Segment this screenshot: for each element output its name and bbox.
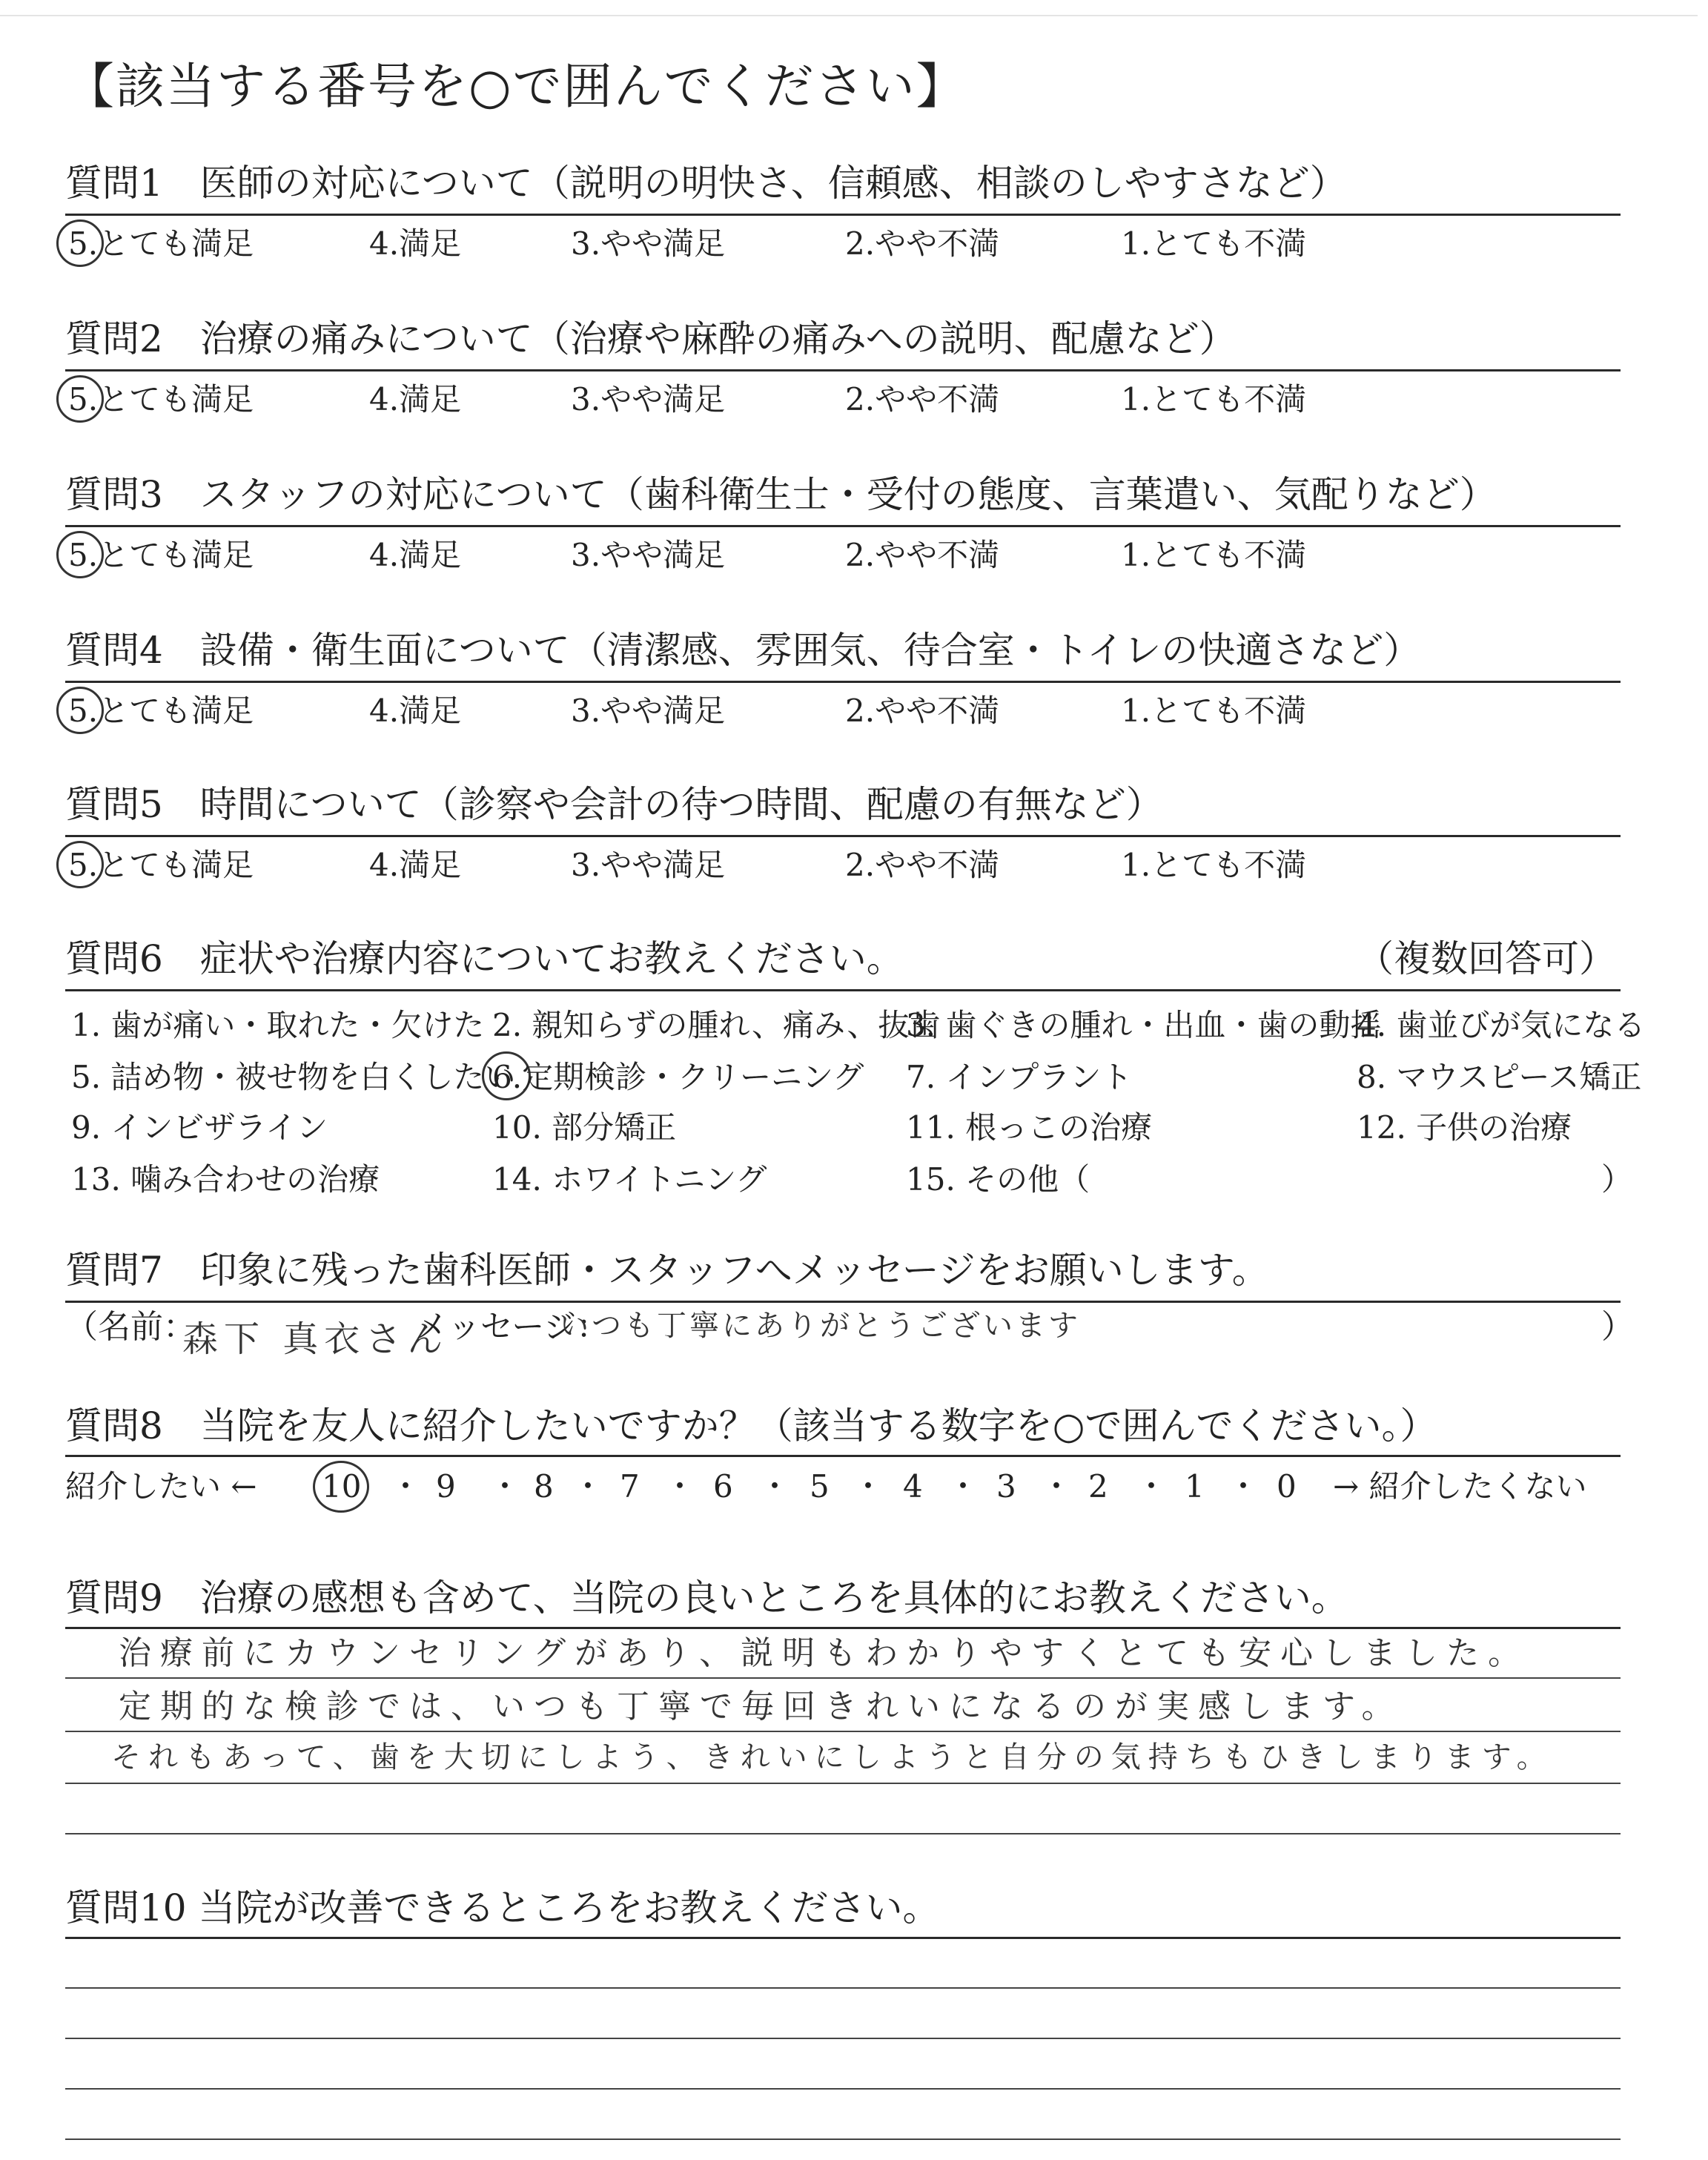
- q8-separator: ・: [664, 1468, 696, 1505]
- q8-scale-2[interactable]: 2: [1088, 1468, 1108, 1505]
- q3-option-5[interactable]: 5.とても満足: [68, 537, 254, 573]
- q1-option-5[interactable]: 5.とても満足: [68, 225, 254, 262]
- question-10-rule: [65, 1937, 1621, 1939]
- question-8-rule: [65, 1455, 1621, 1457]
- q1-option-2[interactable]: 2.やや不満: [845, 225, 1000, 262]
- q4-option-4[interactable]: 4.満足: [369, 693, 462, 729]
- q6-option-1[interactable]: 1. 歯が痛い・取れた・欠けた: [71, 1007, 485, 1043]
- question-1: 質問1 医師の対応について（説明の明快さ、信頼感、相談のしやすさなど）: [65, 162, 1347, 205]
- q10-answer-rule-3[interactable]: [65, 2088, 1621, 2090]
- q2-option-3[interactable]: 3.やや満足: [571, 381, 726, 417]
- question-9: 質問9 治療の感想も含めて、当院の良いところを具体的にお教えください。: [65, 1576, 1348, 1619]
- q8-scale-8[interactable]: 8: [534, 1468, 554, 1505]
- q8-separator: ・: [572, 1468, 604, 1505]
- q8-right-label: → 紹介したくない: [1333, 1468, 1587, 1505]
- q6-option-7[interactable]: 7. インプラント: [906, 1059, 1133, 1095]
- q4-option-3[interactable]: 3.やや満足: [571, 693, 726, 729]
- q8-separator: ・: [489, 1468, 521, 1505]
- q8-separator: ・: [390, 1468, 422, 1505]
- q8-separator: ・: [1041, 1468, 1073, 1505]
- q5-option-1[interactable]: 1.とても不満: [1121, 847, 1307, 883]
- q2-option-5[interactable]: 5.とても満足: [68, 381, 254, 417]
- q6-option-8[interactable]: 8. マウスピース矯正: [1357, 1059, 1642, 1095]
- q8-scale-7[interactable]: 7: [620, 1468, 640, 1505]
- q10-answer-rule-4[interactable]: [65, 2138, 1621, 2140]
- top-border: [0, 15, 1698, 16]
- q5-option-4[interactable]: 4.満足: [369, 847, 462, 883]
- q9-answer-rule-2: [65, 1731, 1621, 1732]
- question-8: 質問8 当院を友人に紹介したいですか？（該当する数字を○で囲んでください。）: [65, 1404, 1437, 1447]
- q8-scale-10[interactable]: 10: [322, 1468, 362, 1505]
- q3-option-4[interactable]: 4.満足: [369, 537, 462, 573]
- question-2: 質問2 治療の痛みについて（治療や麻酔の痛みへの説明、配慮など）: [65, 317, 1237, 360]
- q9-answer-rule-4: [65, 1833, 1621, 1834]
- q8-scale-0[interactable]: 0: [1277, 1468, 1297, 1505]
- question-3-rule: [65, 525, 1621, 527]
- q8-scale-3[interactable]: 3: [996, 1468, 1016, 1505]
- q7-message-handwritten[interactable]: いつも丁寧にありがとうございます: [559, 1309, 1081, 1343]
- q8-scale-1[interactable]: 1: [1185, 1468, 1205, 1505]
- q5-option-2[interactable]: 2.やや不満: [845, 847, 1000, 883]
- q9-answer-rule-1: [65, 1677, 1621, 1679]
- q3-option-1[interactable]: 1.とても不満: [1121, 537, 1307, 573]
- q8-separator: ・: [853, 1468, 884, 1505]
- q7-name-handwritten[interactable]: 森下 真衣さん: [182, 1318, 449, 1360]
- q9-answer-line-2[interactable]: 定期的な検診では、いつも丁寧で毎回きれいになるのが実感します。: [119, 1688, 1403, 1725]
- q2-option-1[interactable]: 1.とても不満: [1121, 381, 1307, 417]
- q6-option-14[interactable]: 14. ホワイトニング: [492, 1161, 767, 1198]
- question-6-rule: [65, 989, 1621, 991]
- q9-answer-rule-3: [65, 1783, 1621, 1784]
- q8-scale-5[interactable]: 5: [810, 1468, 830, 1505]
- q9-answer-line-3[interactable]: それもあって、歯を大切にしよう、きれいにしようと自分の気持ちもひきしまります。: [111, 1740, 1554, 1774]
- q6-option-6[interactable]: 6.定期検診・クリーニング: [492, 1059, 864, 1095]
- q5-option-3[interactable]: 3.やや満足: [571, 847, 726, 883]
- q6-option-12[interactable]: 12. 子供の治療: [1357, 1109, 1572, 1146]
- q8-scale-9[interactable]: 9: [436, 1468, 456, 1505]
- q5-option-5[interactable]: 5.とても満足: [68, 847, 254, 883]
- q6-option-10[interactable]: 10. 部分矯正: [492, 1109, 677, 1146]
- question-5: 質問5 時間について（診察や会計の待つ時間、配慮の有無など）: [65, 783, 1163, 826]
- q4-option-5[interactable]: 5.とても満足: [68, 693, 254, 729]
- q6-option-4[interactable]: 4. 歯並びが気になる: [1357, 1007, 1646, 1043]
- q6-other-close-paren: ）: [1601, 1161, 1633, 1198]
- question-1-rule: [65, 214, 1621, 216]
- q6-option-11[interactable]: 11. 根っこの治療: [906, 1109, 1153, 1146]
- question-7: 質問7 印象に残った歯科医師・スタッフへメッセージをお願いします。: [65, 1249, 1269, 1292]
- q8-left-label: 紹介したい ←: [65, 1468, 257, 1505]
- question-4-rule: [65, 681, 1621, 683]
- q9-answer-line-1[interactable]: 治療前にカウンセリングがあり、説明もわかりやすくとても安心しました。: [119, 1634, 1530, 1672]
- question-10: 質問10 当院が改善できるところをお教えください。: [65, 1886, 940, 1929]
- q1-option-1[interactable]: 1.とても不満: [1121, 225, 1307, 262]
- question-6: 質問6 症状や治療内容についてお教えください。: [65, 937, 904, 980]
- q6-option-2[interactable]: 2. 親知らずの腫れ、痛み、抜歯: [492, 1007, 941, 1043]
- q8-separator: ・: [1136, 1468, 1168, 1505]
- q8-scale-6[interactable]: 6: [713, 1468, 733, 1505]
- q10-answer-rule-1[interactable]: [65, 1987, 1621, 1989]
- question-6-note: （複数回答可）: [1357, 937, 1616, 980]
- q6-option-15[interactable]: 15. その他（: [906, 1161, 1090, 1198]
- question-3: 質問3 スタッフの対応について（歯科衛生士・受付の態度、言葉遣い、気配りなど）: [65, 473, 1497, 516]
- q8-separator: ・: [759, 1468, 791, 1505]
- question-4: 質問4 設備・衛生面について（清潔感、雰囲気、待合室・トイレの快適さなど）: [65, 629, 1421, 672]
- q8-separator: ・: [1228, 1468, 1260, 1505]
- q1-option-3[interactable]: 3.やや満足: [571, 225, 726, 262]
- q4-option-1[interactable]: 1.とても不満: [1121, 693, 1307, 729]
- question-5-rule: [65, 835, 1621, 837]
- q2-option-2[interactable]: 2.やや不満: [845, 381, 1000, 417]
- question-2-rule: [65, 369, 1621, 371]
- question-9-rule: [65, 1627, 1621, 1629]
- q7-name-label: （名前：: [65, 1308, 196, 1346]
- q10-answer-rule-2[interactable]: [65, 2038, 1621, 2039]
- q2-option-4[interactable]: 4.満足: [369, 381, 462, 417]
- q6-option-13[interactable]: 13. 噛み合わせの治療: [71, 1161, 380, 1198]
- q6-option-5[interactable]: 5. 詰め物・被せ物を白くしたい: [71, 1059, 516, 1095]
- question-7-rule: [65, 1301, 1621, 1303]
- q3-option-2[interactable]: 2.やや不満: [845, 537, 1000, 573]
- q6-option-9[interactable]: 9. インビザライン: [71, 1109, 328, 1146]
- q8-separator: ・: [947, 1468, 979, 1505]
- q6-option-3[interactable]: 3. 歯ぐきの腫れ・出血・歯の動揺: [906, 1007, 1382, 1043]
- q8-scale-4[interactable]: 4: [903, 1468, 923, 1505]
- q7-close-paren: ）: [1601, 1308, 1634, 1346]
- q4-option-2[interactable]: 2.やや不満: [845, 693, 1000, 729]
- q1-option-4[interactable]: 4.満足: [369, 225, 462, 262]
- q3-option-3[interactable]: 3.やや満足: [571, 537, 726, 573]
- form-heading: 【該当する番号を○で囲んでください】: [65, 58, 967, 115]
- q7-message-label: メッセージ：: [415, 1308, 609, 1346]
